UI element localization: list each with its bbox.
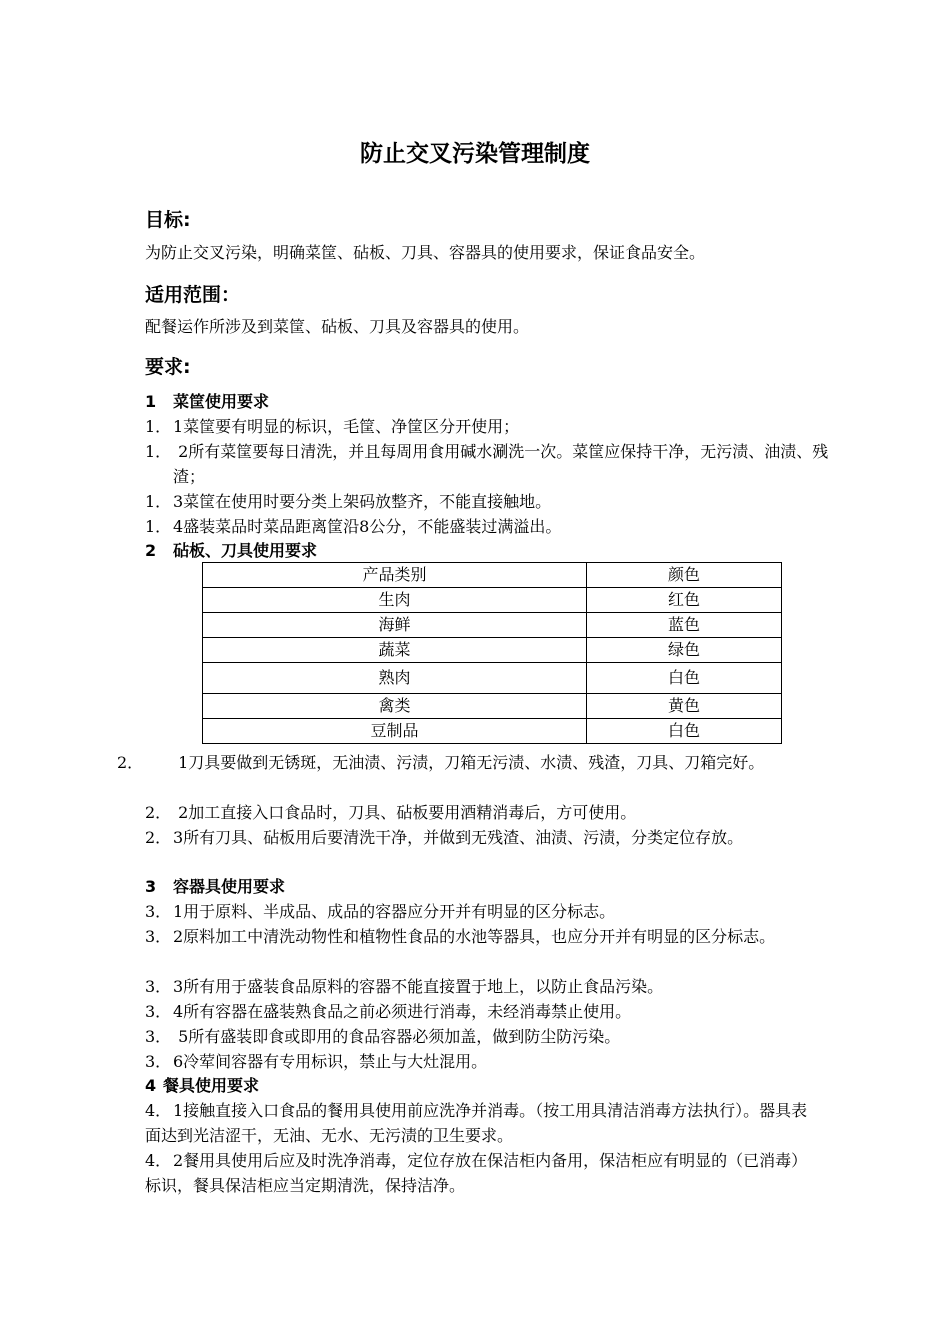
item-number: 3．: [145, 902, 172, 921]
item-number: 2．: [145, 828, 172, 847]
list-item: [117, 750, 838, 775]
item-text: 4盛装菜品时菜品距离筐沿8公分，不能盛装过满溢出。: [173, 517, 562, 536]
item-text: 3菜筐在使用时要分类上架码放整齐，不能直接触地。: [173, 492, 552, 511]
table-cell: 红色: [587, 588, 782, 613]
list-item: [145, 514, 810, 539]
item-text: 3所有刀具、砧板用后要清洗干净，并做到无残渣、油渍、污渍，分类定位存放。: [173, 828, 744, 847]
scope-text: 配餐运作所涉及到菜筐、砧板、刀具及容器具的使用。: [145, 317, 530, 336]
list-item: [145, 439, 838, 489]
table-cell: 白色: [587, 719, 782, 744]
cutting-board-color-table: [202, 562, 782, 744]
list-item: [145, 1148, 810, 1198]
table-cell: 白色: [587, 663, 782, 694]
goal-heading: 目标:: [145, 209, 191, 231]
section-2-heading: [145, 538, 317, 563]
table-row: [203, 719, 782, 744]
section-3-heading: [145, 874, 285, 899]
item-number: 3．: [145, 927, 172, 946]
item-text: 2所有菜筐要每日清洗，并且每周用食用碱水涮洗一次。菜筐应保持干净，无污渍、油渍、残渣；: [173, 442, 829, 486]
item-text: 4所有容器在盛装熟食品之前必须进行消毒，未经消毒禁止使用。: [173, 1002, 632, 1021]
table-row: [203, 694, 782, 719]
item-number: 3．: [145, 1027, 172, 1046]
list-item: [145, 825, 810, 850]
list-item: [145, 924, 810, 949]
table-cell: 海鲜: [203, 613, 587, 638]
section-number: 1: [145, 392, 157, 411]
item-number: 4．: [145, 1101, 172, 1120]
table-row: [203, 613, 782, 638]
item-text: 6冷荤间容器有专用标识，禁止与大灶混用。: [173, 1052, 488, 1071]
table-cell: 蓝色: [587, 613, 782, 638]
goal-text: 为防止交叉污染，明确菜筐、砧板、刀具、容器具的使用要求，保证食品安全。: [145, 243, 706, 262]
section-title: 容器具使用要求: [173, 877, 286, 896]
list-item: [145, 974, 810, 999]
item-text: 2餐用具使用后应及时洗净消毒，定位存放在保洁柜内备用，保洁柜应有明显的（已消毒）标识，餐具保洁柜应当定期清洗，保持洁净。: [145, 1151, 808, 1195]
table-row: [203, 588, 782, 613]
table-row: [203, 638, 782, 663]
table-header-cell: 颜色: [587, 563, 782, 588]
item-number: 1．: [145, 517, 172, 536]
item-number: 1．: [145, 442, 172, 461]
list-item: [145, 489, 810, 514]
item-text: 5所有盛装即食或即用的食品容器必须加盖，做到防尘防污染。: [173, 1027, 621, 1046]
item-number: 2．: [117, 753, 144, 772]
table-header-cell: 产品类别: [203, 563, 587, 588]
section-title: 菜筐使用要求: [173, 392, 270, 411]
item-text: 2原料加工中清洗动物性和植物性食品的水池等器具，也应分开并有明显的区分标志。: [173, 927, 776, 946]
table-header-row: [203, 563, 782, 588]
list-item: [145, 1098, 810, 1148]
item-number: 3．: [145, 1002, 172, 1021]
document-title: 防止交叉污染管理制度: [360, 141, 590, 167]
table-cell: 绿色: [587, 638, 782, 663]
table-cell: 熟肉: [203, 663, 587, 694]
table-cell: 生肉: [203, 588, 587, 613]
list-item: [145, 800, 810, 825]
list-item: [145, 999, 810, 1024]
item-number: 1．: [145, 417, 172, 436]
item-text: 1接触直接入口食品的餐用具使用前应洗净并消毒。（按工用具清洁消毒方法执行）。器具表面达到光洁涩干，无油、无水、无污渍的卫生要求。: [145, 1101, 808, 1145]
section-number: 3: [145, 877, 157, 896]
item-text: 1菜筐要有明显的标识，毛筐、净筐区分开使用；: [173, 417, 520, 436]
section-number: 2: [145, 541, 157, 560]
section-number: 4: [145, 1076, 157, 1095]
item-number: 3．: [145, 977, 172, 996]
item-number: 3．: [145, 1052, 172, 1071]
requirements-heading: 要求:: [145, 356, 191, 378]
list-item: [145, 899, 810, 924]
item-text: 3所有用于盛装食品原料的容器不能直接置于地上，以防止食品污染。: [173, 977, 664, 996]
table-row: [203, 663, 782, 694]
item-text: 1用于原料、半成品、成品的容器应分开并有明显的区分标志。: [173, 902, 616, 921]
item-number: 1．: [145, 492, 172, 511]
table-cell: 蔬菜: [203, 638, 587, 663]
scope-heading: 适用范围：: [145, 284, 241, 306]
section-1-heading: [145, 389, 269, 414]
section-4-heading: [145, 1073, 259, 1098]
table-cell: 黄色: [587, 694, 782, 719]
section-title: 砧板、刀具使用要求: [173, 541, 318, 560]
table-cell: 豆制品: [203, 719, 587, 744]
item-text: 2加工直接入口食品时，刀具、砧板要用酒精消毒后，方可使用。: [173, 803, 637, 822]
list-item: [145, 1024, 810, 1049]
list-item: [145, 414, 810, 439]
item-number: 4．: [145, 1151, 172, 1170]
section-title: 餐具使用要求: [163, 1076, 260, 1095]
item-number: 2．: [145, 803, 172, 822]
table-cell: 禽类: [203, 694, 587, 719]
list-item: [145, 1049, 810, 1074]
item-text: 1刀具要做到无锈斑，无油渍、污渍，刀箱无污渍、水渍、残渣，刀具、刀箱完好。: [173, 753, 765, 772]
